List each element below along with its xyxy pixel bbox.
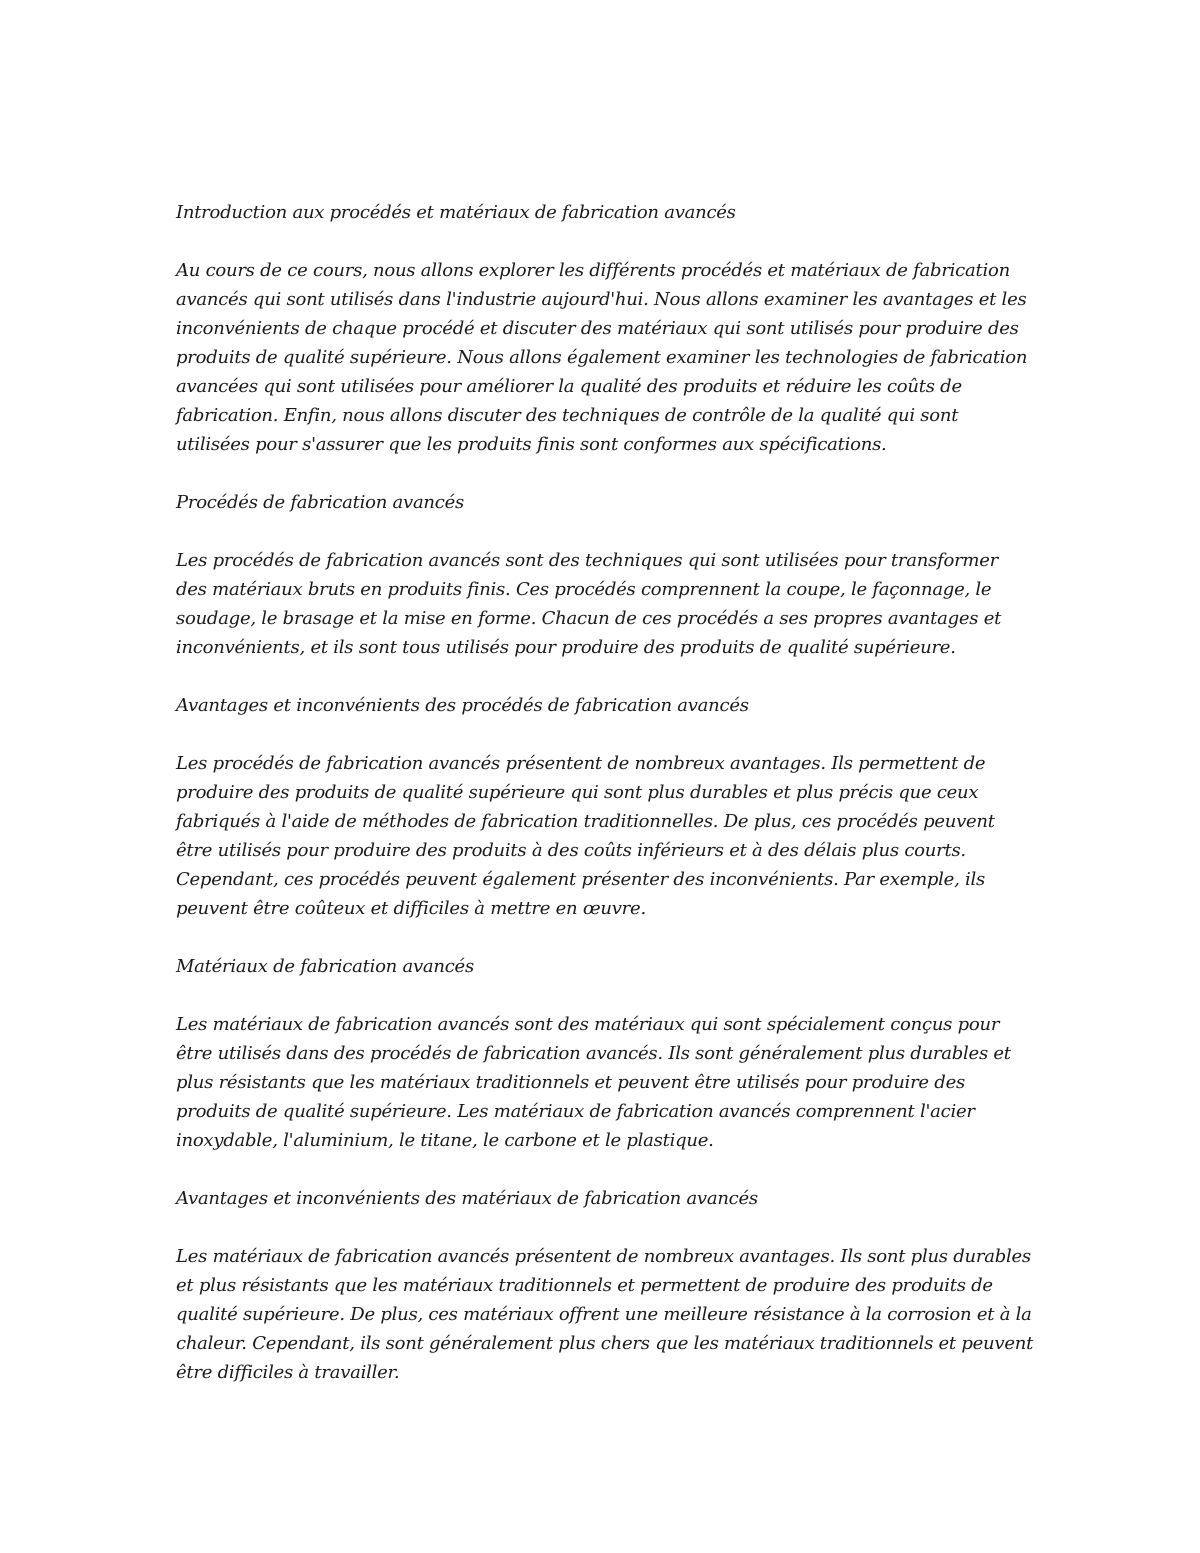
document-title: Introduction aux procédés et matériaux de fabrication avancés [176, 202, 736, 223]
section-heading-materiaux: Matériaux de fabrication avancés [176, 956, 474, 977]
intro-paragraph: Au cours de ce cours, nous allons explorer les différents procédés et matériaux de fabrication avancés qui sont utilisés dans l'industrie aujourd'hui. Nous allons examiner les avantages et les inconvénients de chaque procédé et discuter des matériaux qui sont utilisés pour produire des produits de qualité supérieure. Nous allons également examiner les technologies de fabrication avancées qui sont utilisées pour améliorer la qualité des produits et réduire les coûts de fabrication. Enfin, nous allons discuter des techniques de contrôle de la qualité qui sont utilisées pour s'assurer que les produits finis sont conformes aux spécifications. [176, 260, 1028, 455]
section-body-avantages-materiaux: Les matériaux de fabrication avancés présentent de nombreux avantages. Ils sont plus durables et plus résistants que les matériaux traditionnels et permettent de produire des produits de qualité supérieure. De plus, ces matériaux offrent une meilleure résistance à la corrosion et à la chaleur. Cependant, ils sont généralement plus chers que les matériaux traditionnels et peuvent être difficiles à travailler. [176, 1246, 1034, 1383]
section-heading-avantages-materiaux: Avantages et inconvénients des matériaux de fabrication avancés [176, 1188, 758, 1209]
section-body-avantages-procedes: Les procédés de fabrication avancés présentent de nombreux avantages. Ils permettent de produire des produits de qualité supérieure qui sont plus durables et plus précis que ceux fabriqués à l'aide de méthodes de fabrication traditionnelles. De plus, ces procédés peuvent être utilisés pour produire des produits à des coûts inférieurs et à des délais plus courts. Cependant, ces procédés peuvent également présenter des inconvénients. Par exemple, ils peuvent être coûteux et difficiles à mettre en œuvre. [176, 753, 995, 919]
document-page [176, 198, 1034, 1416]
section-body-procedes: Les procédés de fabrication avancés sont des techniques qui sont utilisées pour transformer des matériaux bruts en produits finis. Ces procédés comprennent la coupe, le façonnage, le soudage, le brasage et la mise en forme. Chacun de ces procédés a ses propres avantages et inconvénients, et ils sont tous utilisés pour produire des produits de qualité supérieure. [176, 550, 1002, 658]
section-body-materiaux: Les matériaux de fabrication avancés sont des matériaux qui sont spécialement conçus pour être utilisés dans des procédés de fabrication avancés. Ils sont généralement plus durables et plus résistants que les matériaux traditionnels et peuvent être utilisés pour produire des produits de qualité supérieure. Les matériaux de fabrication avancés comprennent l'acier inoxydable, l'aluminium, le titane, le carbone et le plastique. [176, 1014, 1011, 1151]
section-heading-avantages-procedes: Avantages et inconvénients des procédés de fabrication avancés [176, 695, 749, 716]
section-heading-procedes: Procédés de fabrication avancés [176, 492, 464, 513]
